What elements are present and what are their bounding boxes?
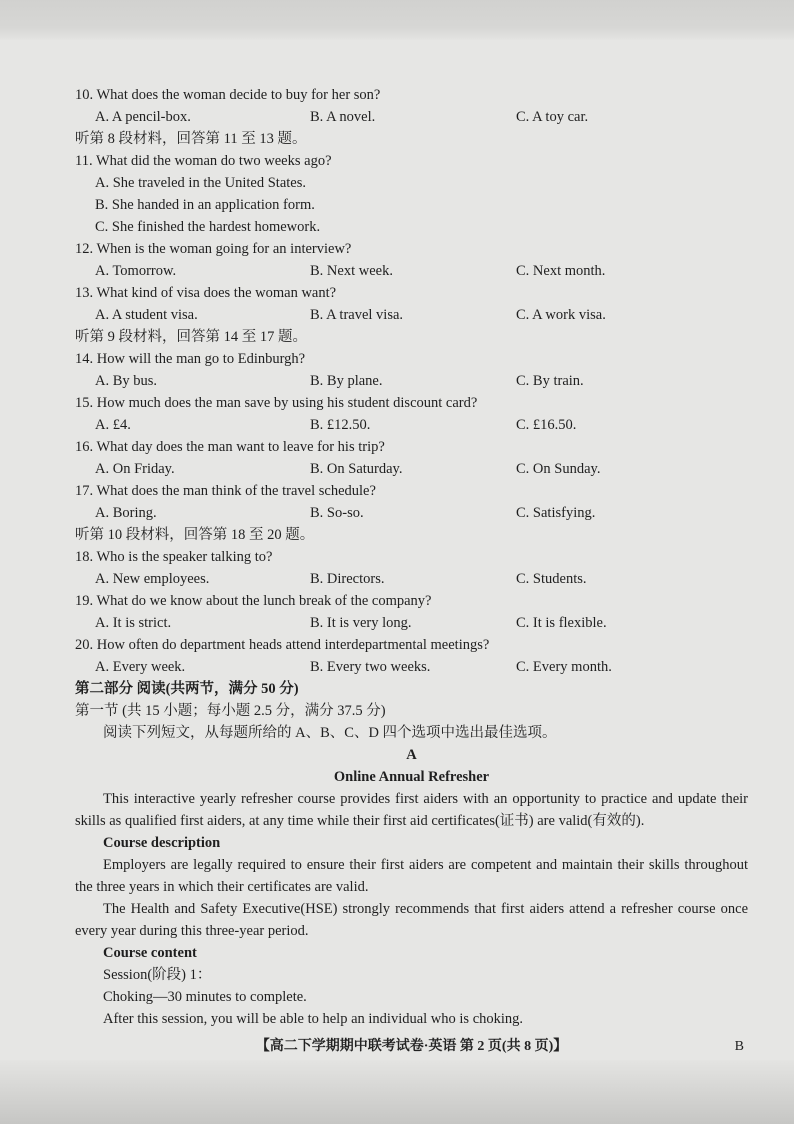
question-11-option-b: B. She handed in an application form.: [95, 197, 315, 213]
description-p1-line-2: the three years in which their certificates are valid.: [75, 879, 369, 895]
question-15-option-c: C. £16.50.: [516, 417, 577, 433]
question-19-option-c: C. It is flexible.: [516, 615, 607, 631]
question-11-option-a: A. She traveled in the United States.: [95, 175, 307, 191]
question-19-option-a: A. It is strict.: [95, 615, 172, 631]
session-label: Session(阶段) 1：: [103, 967, 212, 983]
session-topic: Choking—30 minutes to complete.: [103, 989, 307, 1005]
scan-top-edge: [0, 0, 794, 40]
intro-line-1: This interactive yearly refresher course provides first aiders with an opportunity to practice and update their: [103, 791, 748, 807]
page-footer: [75, 1036, 748, 1058]
question-10-options: [75, 106, 748, 128]
course-content-heading: Course content: [103, 945, 197, 961]
question-16-options: [75, 458, 748, 480]
question-20-stem: 20. How often do department heads attend interdepartmental meetings?: [75, 637, 490, 653]
question-20-option-c: C. Every month.: [516, 659, 612, 675]
question-17-option-b: B. So-so.: [310, 505, 364, 521]
listening-instruction-9: 听第 9 段材料，回答第 14 至 17 题。: [75, 329, 307, 345]
question-15-option-b: B. £12.50.: [310, 417, 371, 433]
question-15-options: [75, 414, 748, 436]
question-18-options: [75, 568, 748, 590]
question-12-options: [75, 260, 748, 282]
question-12-option-b: B. Next week.: [310, 263, 393, 279]
question-13-option-a: A. A student visa.: [95, 307, 198, 323]
reading-directions: 阅读下列短文，从每题所给的 A、B、C、D 四个选项中选出最佳选项。: [103, 725, 557, 741]
question-10-stem: 10. What does the woman decide to buy for her son?: [75, 87, 381, 103]
scan-bottom-edge: [0, 1060, 794, 1124]
paper-version: B: [734, 1039, 744, 1054]
question-16-stem: 16. What day does the man want to leave for his trip?: [75, 439, 385, 455]
question-14-options: [75, 370, 748, 392]
question-14-option-c: C. By train.: [516, 373, 584, 389]
question-10-option-b: B. A novel.: [310, 109, 376, 125]
question-13-stem: 13. What kind of visa does the woman want?: [75, 285, 337, 301]
question-10-option-a: A. A pencil-box.: [95, 109, 191, 125]
question-11-option-c: C. She finished the hardest homework.: [95, 219, 321, 235]
question-16-option-c: C. On Sunday.: [516, 461, 601, 477]
question-15-option-a: A. £4.: [95, 417, 131, 433]
description-p2-line-1: The Health and Safety Executive(HSE) strongly recommends that first aiders attend a refresher course once: [103, 901, 748, 917]
question-11-stem: 11. What did the woman do two weeks ago?: [75, 153, 332, 169]
course-description-heading: Course description: [103, 835, 221, 851]
question-16-option-b: B. On Saturday.: [310, 461, 403, 477]
question-20-option-a: A. Every week.: [95, 659, 186, 675]
question-18-option-c: C. Students.: [516, 571, 587, 587]
section-one-title: 第一节 (共 15 小题；每小题 2.5 分，满分 37.5 分): [75, 703, 386, 719]
question-19-stem: 19. What do we know about the lunch break of the company?: [75, 593, 432, 609]
question-16-option-a: A. On Friday.: [95, 461, 175, 477]
part-two-title: 第二部分 阅读(共两节，满分 50 分): [75, 681, 299, 697]
question-12-option-a: A. Tomorrow.: [95, 263, 177, 279]
question-17-stem: 17. What does the man think of the travel schedule?: [75, 483, 376, 499]
exam-page: [75, 84, 748, 1030]
question-19-option-b: B. It is very long.: [310, 615, 412, 631]
description-p1-line-1: Employers are legally required to ensure their first aiders are competent and maintain their skills throughout: [103, 857, 748, 873]
question-10-option-c: C. A toy car.: [516, 109, 589, 125]
intro-line-2: skills as qualified first aiders, at any time while their first aid certificates(证书) are valid(有效的).: [75, 813, 645, 829]
question-13-option-c: C. A work visa.: [516, 307, 606, 323]
passage-title: Online Annual Refresher: [333, 769, 490, 785]
question-20-options: [75, 656, 748, 678]
session-outcome: After this session, you will be able to help an individual who is choking.: [103, 1011, 524, 1027]
question-18-option-a: A. New employees.: [95, 571, 210, 587]
question-12-option-c: C. Next month.: [516, 263, 606, 279]
question-17-option-c: C. Satisfying.: [516, 505, 596, 521]
listening-instruction-10: 听第 10 段材料，回答第 18 至 20 题。: [75, 527, 315, 543]
question-14-option-b: B. By plane.: [310, 373, 383, 389]
question-14-stem: 14. How will the man go to Edinburgh?: [75, 351, 306, 367]
question-20-option-b: B. Every two weeks.: [310, 659, 431, 675]
question-13-options: [75, 304, 748, 326]
question-12-stem: 12. When is the woman going for an interview?: [75, 241, 352, 257]
question-17-option-a: A. Boring.: [95, 505, 157, 521]
question-19-options: [75, 612, 748, 634]
question-18-stem: 18. Who is the speaker talking to?: [75, 549, 273, 565]
description-p2-line-2: every year during this three-year period.: [75, 923, 309, 939]
footer-title: 【高二下学期期中联考试卷·英语 第 2 页(共 8 页)】: [255, 1039, 568, 1054]
question-17-options: [75, 502, 748, 524]
question-18-option-b: B. Directors.: [310, 571, 385, 587]
passage-label: A: [406, 747, 417, 763]
question-13-option-b: B. A travel visa.: [310, 307, 404, 323]
question-15-stem: 15. How much does the man save by using his student discount card?: [75, 395, 478, 411]
question-14-option-a: A. By bus.: [95, 373, 158, 389]
listening-instruction-8: 听第 8 段材料，回答第 11 至 13 题。: [75, 131, 307, 147]
